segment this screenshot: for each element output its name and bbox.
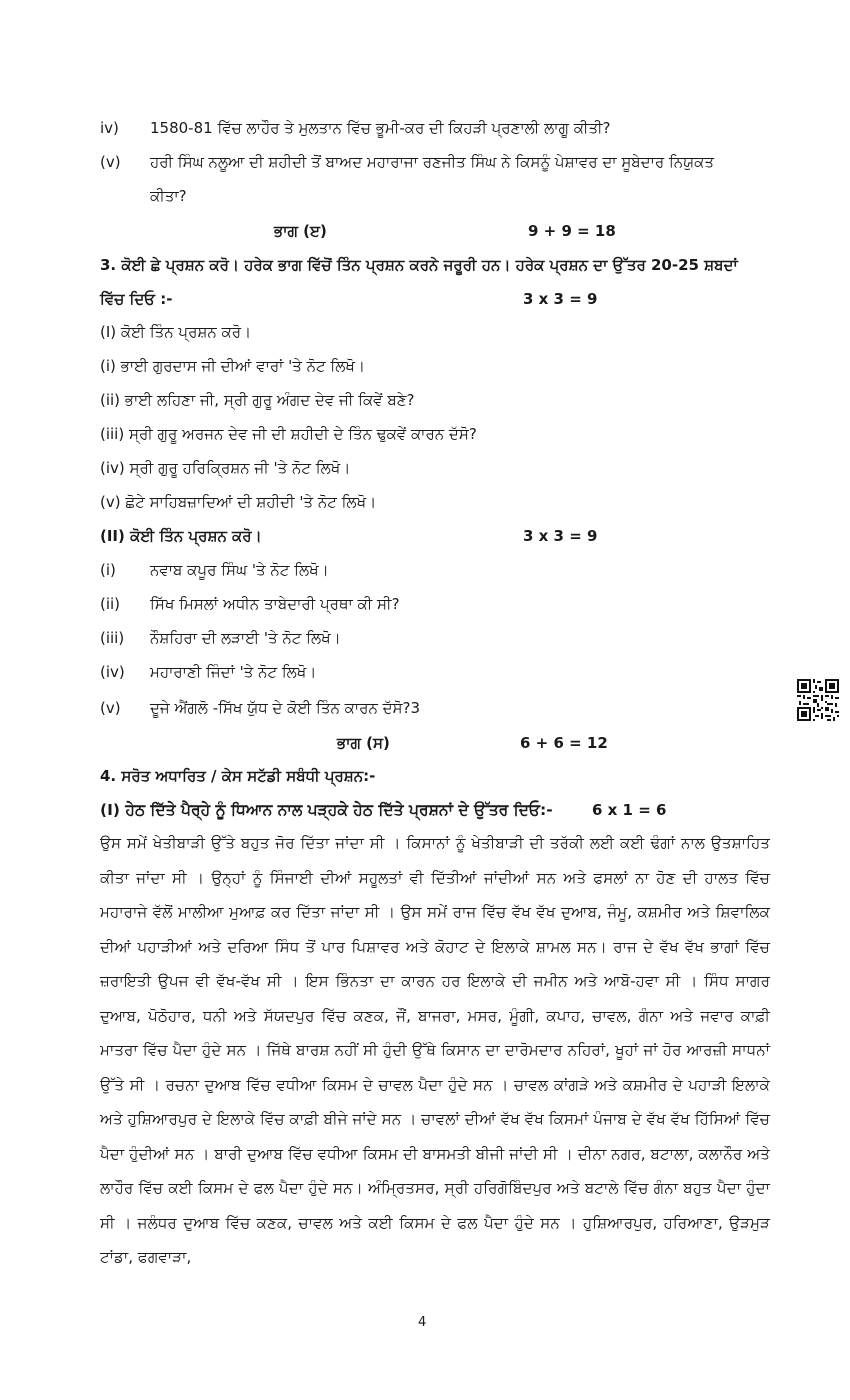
question-text: ਸਿੱਖ ਮਿਸਲਾਂ ਅਧੀਨ ਤਾਬੇਦਾਰੀ ਪ੍ਰਥਾ ਕੀ ਸੀ? bbox=[150, 595, 400, 613]
question-number: (iv) bbox=[100, 663, 125, 681]
list-item: (iii) ਸ੍ਰੀ ਗੁਰੂ ਅਰਜਨ ਦੇਵ ਜੀ ਦੀ ਸ਼ਹੀਦੀ ਦੇ ਤਿੰਨ ਢੁਕਵੇਂ ਕਾਰਨ ਦੱਸੋ? bbox=[100, 425, 477, 443]
group-2-heading: (II) ਕੋਈ ਤਿੰਨ ਪ੍ਰਸ਼ਨ ਕਰੋ। bbox=[100, 527, 262, 545]
page-number: 4 bbox=[418, 1315, 427, 1330]
source-passage: ਉਸ ਸਮੇਂ ਖੇਤੀਬਾੜੀ ਉੱਤੇ ਬਹੁਤ ਜੋਰ ਦਿੱਤਾ ਜਾਂਦਾ ਸੀ । ਕਿਸਾਨਾਂ ਨੂੰ ਖੇਤੀਬਾੜੀ ਦੀ ਤਰੱਕੀ ਲਈ ਕਈ ਢੰਗਾਂ ਨਾਲ ਉਤਸ਼ਾਹਿਤ ਕੀਤਾ ਜਾਂਦਾ ਸੀ । ਉਨ੍ਹਾਂ ਨੂੰ ਸਿੰਜਾਈ ਦੀਆਂ ਸਹੂਲਤਾਂ ਵੀ ਦਿੱਤੀਆਂ ਜਾਂਦੀਆਂ ਸਨ ਅਤੇ ਫਸਲਾਂ ਨਾ ਹੋਣ ਦੀ ਹਾਲਤ ਵਿੱਚ ਮਹਾਰਾਜੇ ਵੱਲੋਂ ਮਾਲੀਆ ਮੁਆਫ਼ ਕਰ ਦਿੱਤਾ ਜਾਂਦਾ ਸੀ । ਉਸ ਸਮੇਂ ਰਾਜ ਵਿੱਚ ਵੱਖ ਵੱਖ ਦੁਆਬ, ਜੰਮੂ, ਕਸ਼ਮੀਰ ਅਤੇ ਸ਼ਿਵਾਲਿਕ ਦੀਆਂ ਪਹਾੜੀਆਂ ਅਤੇ ਦਰਿਆ ਸਿੰਧ ਤੋਂ ਪਾਰ ਪਿਸ਼ਾਵਰ ਅਤੇ ਕੋਹਾਟ ਦੇ ਇਲਾਕੇ ਸ਼ਾਮਲ ਸਨ। ਰਾਜ ਦੇ ਵੱਖ ਵੱਖ ਭਾਗਾਂ ਵਿੱਚ ਜ਼ਰਾਇਤੀ ਉਪਜ ਵੀ ਵੱਖ-ਵੱਖ ਸੀ । ਇਸ ਭਿੰਨਤਾ ਦਾ ਕਾਰਨ ਹਰ ਇਲਾਕੇ ਦੀ ਜਮੀਨ ਅਤੇ ਆਬੋ-ਹਵਾ ਸੀ । ਸਿੰਧ ਸਾਗਰ ਦੁਆਬ, ਪੋਠੋਹਾਰ, ਧਨੀ ਅਤੇ ਸੱਯਦਪੁਰ ਵਿੱਚ ਕਣਕ, ਜੌਂ, ਬਾਜਰਾ, ਮਸਰ, ਮੂੰਗੀ, ਕਪਾਹ, ਚਾਵਲ, ਗੰਨਾ ਅਤੇ ਜਵਾਰ ਕਾਫ਼ੀ ਮਾਤਰਾ ਵਿੱਚ ਪੈਦਾ ਹੁੰਦੇ ਸਨ । ਜਿੱਥੇ ਬਾਰਸ਼ ਨਹੀਂ ਸੀ ਹੁੰਦੀ ਉੱਥੇ ਕਿਸਾਨ ਦਾ ਦਾਰੋਮਦਾਰ ਨਹਿਰਾਂ, ਖੂਹਾਂ ਜਾਂ ਹੋਰ ਆਰਜ਼ੀ ਸਾਧਨਾਂ ਉੱਤੇ ਸੀ । ਰਚਨਾ ਦੁਆਬ ਵਿੱਚ ਵਧੀਆ ਕਿਸਮ ਦੇ ਚਾਵਲ ਪੈਦਾ ਹੁੰਦੇ ਸਨ । ਚਾਵਲ ਕਾਂਗੜੇ ਅਤੇ ਕਸ਼ਮੀਰ ਦੇ ਪਹਾੜੀ ਇਲਾਕੇ ਅਤੇ ਹੁਸ਼ਿਆਰਪੁਰ ਦੇ ਇਲਾਕੇ ਵਿੱਚ ਕਾਫ਼ੀ ਬੀਜੇ ਜਾਂਦੇ ਸਨ । ਚਾਵਲਾਂ ਦੀਆਂ ਵੱਖ ਵੱਖ ਕਿਸਮਾਂ ਪੰਜਾਬ ਦੇ ਵੱਖ ਵੱਖ ਹਿੱਸਿਆਂ ਵਿੱਚ ਪੈਦਾ ਹੁੰਦੀਆਂ ਸਨ । ਬਾਰੀ ਦੁਆਬ ਵਿੱਚ ਵਧੀਆ ਕਿਸਮ ਦੀ ਬਾਸਮਤੀ ਬੀਜੀ ਜਾਂਦੀ ਸੀ । ਦੀਨਾ ਨਗਰ, ਬਟਾਲਾ, ਕਲਾਨੌਰ ਅਤੇ ਲਾਹੌਰ ਵਿੱਚ ਕਈ ਕਿਸਮ ਦੇ ਫਲ ਪੈਦਾ ਹੁੰਦੇ ਸਨ। ਅੰਮ੍ਰਿਤਸਰ, ਸ੍ਰੀ ਹਰਿਗੋਬਿੰਦਪੁਰ ਅਤੇ ਬਟਾਲੇ ਵਿੱਚ ਗੰਨਾ ਬਹੁਤ ਪੈਦਾ ਹੁੰਦਾ ਸੀ । ਜਲੰਧਰ ਦੁਆਬ ਵਿੱਚ ਕਣਕ, ਚਾਵਲ ਅਤੇ ਕਈ ਕਿਸਮ ਦੇ ਫਲ ਪੈਦਾ ਹੁੰਦੇ ਸਨ । ਹੁਸ਼ਿਆਰਪੁਰ, ਹਰਿਆਣਾ, ਉੜਮੁੜ ਟਾਂਡਾ, ਫਗਵਾੜਾ, bbox=[100, 834, 770, 1266]
question-text: ਹਰੀ ਸਿੰਘ ਨਲੂਆ ਦੀ ਸ਼ਹੀਦੀ ਤੋਂ ਬਾਅਦ ਮਹਾਰਾਜਾ ਰਣਜੀਤ ਸਿੰਘ ਨੇ ਕਿਸਨੂੰ ਪੇਸ਼ਾਵਰ ਦਾ ਸੂਬੇਦਾਰ ਨਿਯੁਕਤ bbox=[150, 153, 715, 171]
question-text: ਨੌਸ਼ਹਿਰਾ ਦੀ ਲੜਾਈ 'ਤੇ ਨੋਟ ਲਿਖੋ। bbox=[150, 629, 341, 647]
question-text: ਦੂਜੇ ਐਂਗਲੋ -ਸਿੱਖ ਯੁੱਧ ਦੇ ਕੋਈ ਤਿੰਨ ਕਾਰਨ ਦੱਸੋ?3 bbox=[150, 699, 421, 717]
question-3-instruction: 3. ਕੋਈ ਛੇ ਪ੍ਰਸ਼ਨ ਕਰੋ। ਹਰੇਕ ਭਾਗ ਵਿੱਚੋਂ ਤਿੰਨ ਪ੍ਰਸ਼ਨ ਕਰਨੇ ਜਰੂਰੀ ਹਨ। ਹਰੇਕ ਪ੍ਰਸ਼ਨ ਦਾ ਉੱਤਰ 20-25 ਸ਼ਬਦਾਂ bbox=[100, 256, 738, 274]
question-text-continued: ਕੀਤਾ? bbox=[150, 187, 187, 205]
question-number: (ii) bbox=[100, 595, 121, 613]
question-text: ਮਹਾਰਾਣੀ ਜਿੰਦਾਂ 'ਤੇ ਨੋਟ ਲਿਖੋ। bbox=[150, 663, 317, 681]
question-4-marks: 6 x 1 = 6 bbox=[592, 801, 667, 819]
list-item: (i) ਭਾਈ ਗੁਰਦਾਸ ਜੀ ਦੀਆਂ ਵਾਰਾਂ 'ਤੇ ਨੋਟ ਲਿਖੋ। bbox=[100, 357, 366, 375]
question-number: (iii) bbox=[100, 629, 125, 647]
section-marks: 6 + 6 = 12 bbox=[520, 734, 608, 752]
question-3-instruction-cont: ਵਿੱਚ ਦਿਓ :- bbox=[100, 290, 173, 308]
question-3-marks: 3 x 3 = 9 bbox=[523, 290, 598, 308]
question-number: (v) bbox=[100, 153, 121, 171]
group-2-marks: 3 x 3 = 9 bbox=[523, 527, 598, 545]
question-number: (i) bbox=[100, 561, 116, 579]
question-number: iv) bbox=[100, 119, 119, 137]
question-number: (v) bbox=[100, 699, 121, 717]
question-text: ਨਵਾਬ ਕਪੂਰ ਸਿੰਘ 'ਤੇ ਨੋਟ ਲਿਖੋ। bbox=[150, 561, 329, 579]
section-title: ਭਾਗ (ਸ) bbox=[337, 734, 390, 752]
group-1-heading: (I) ਕੋਈ ਤਿੰਨ ਪ੍ਰਸ਼ਨ ਕਰੋ। bbox=[100, 323, 252, 341]
question-text: 1580-81 ਵਿੱਚ ਲਾਹੌਰ ਤੇ ਮੁਲਤਾਨ ਵਿੱਚ ਭੂਮੀ-ਕਰ ਦੀ ਕਿਹੜੀ ਪ੍ਰਣਾਲੀ ਲਾਗੂ ਕੀਤੀ? bbox=[150, 119, 611, 137]
list-item: (iv) ਸ੍ਰੀ ਗੁਰੂ ਹਰਿਕ੍ਰਿਸ਼ਨ ਜੀ 'ਤੇ ਨੋਟ ਲਿਖੋ। bbox=[100, 459, 351, 477]
section-marks: 9 + 9 = 18 bbox=[528, 222, 616, 240]
list-item: (v) ਛੋਟੇ ਸਾਹਿਬਜ਼ਾਦਿਆਂ ਦੀ ਸ਼ਹੀਦੀ 'ਤੇ ਨੋਟ ਲਿਖੋ। bbox=[100, 493, 377, 511]
qr-code-icon bbox=[797, 679, 839, 721]
question-4-subheading: (I) ਹੇਠ ਦਿੱਤੇ ਪੈਰ੍ਹੇ ਨੂੰ ਧਿਆਨ ਨਾਲ ਪੜ੍ਹਕੇ ਹੇਠ ਦਿੱਤੇ ਪ੍ਰਸ਼ਨਾਂ ਦੇ ਉੱਤਰ ਦਿਓ:- bbox=[100, 801, 553, 819]
list-item: (ii) ਭਾਈ ਲਹਿਣਾ ਜੀ, ਸ੍ਰੀ ਗੁਰੂ ਅੰਗਦ ਦੇਵ ਜੀ ਕਿਵੇਂ ਬਣੇ? bbox=[100, 391, 415, 409]
question-4-heading: 4. ਸਰੋਤ ਅਧਾਰਿਤ / ਕੇਸ ਸਟੱਡੀ ਸਬੰਧੀ ਪ੍ਰਸ਼ਨ:- bbox=[100, 767, 376, 785]
section-title: ਭਾਗ (ੲ) bbox=[274, 222, 327, 240]
